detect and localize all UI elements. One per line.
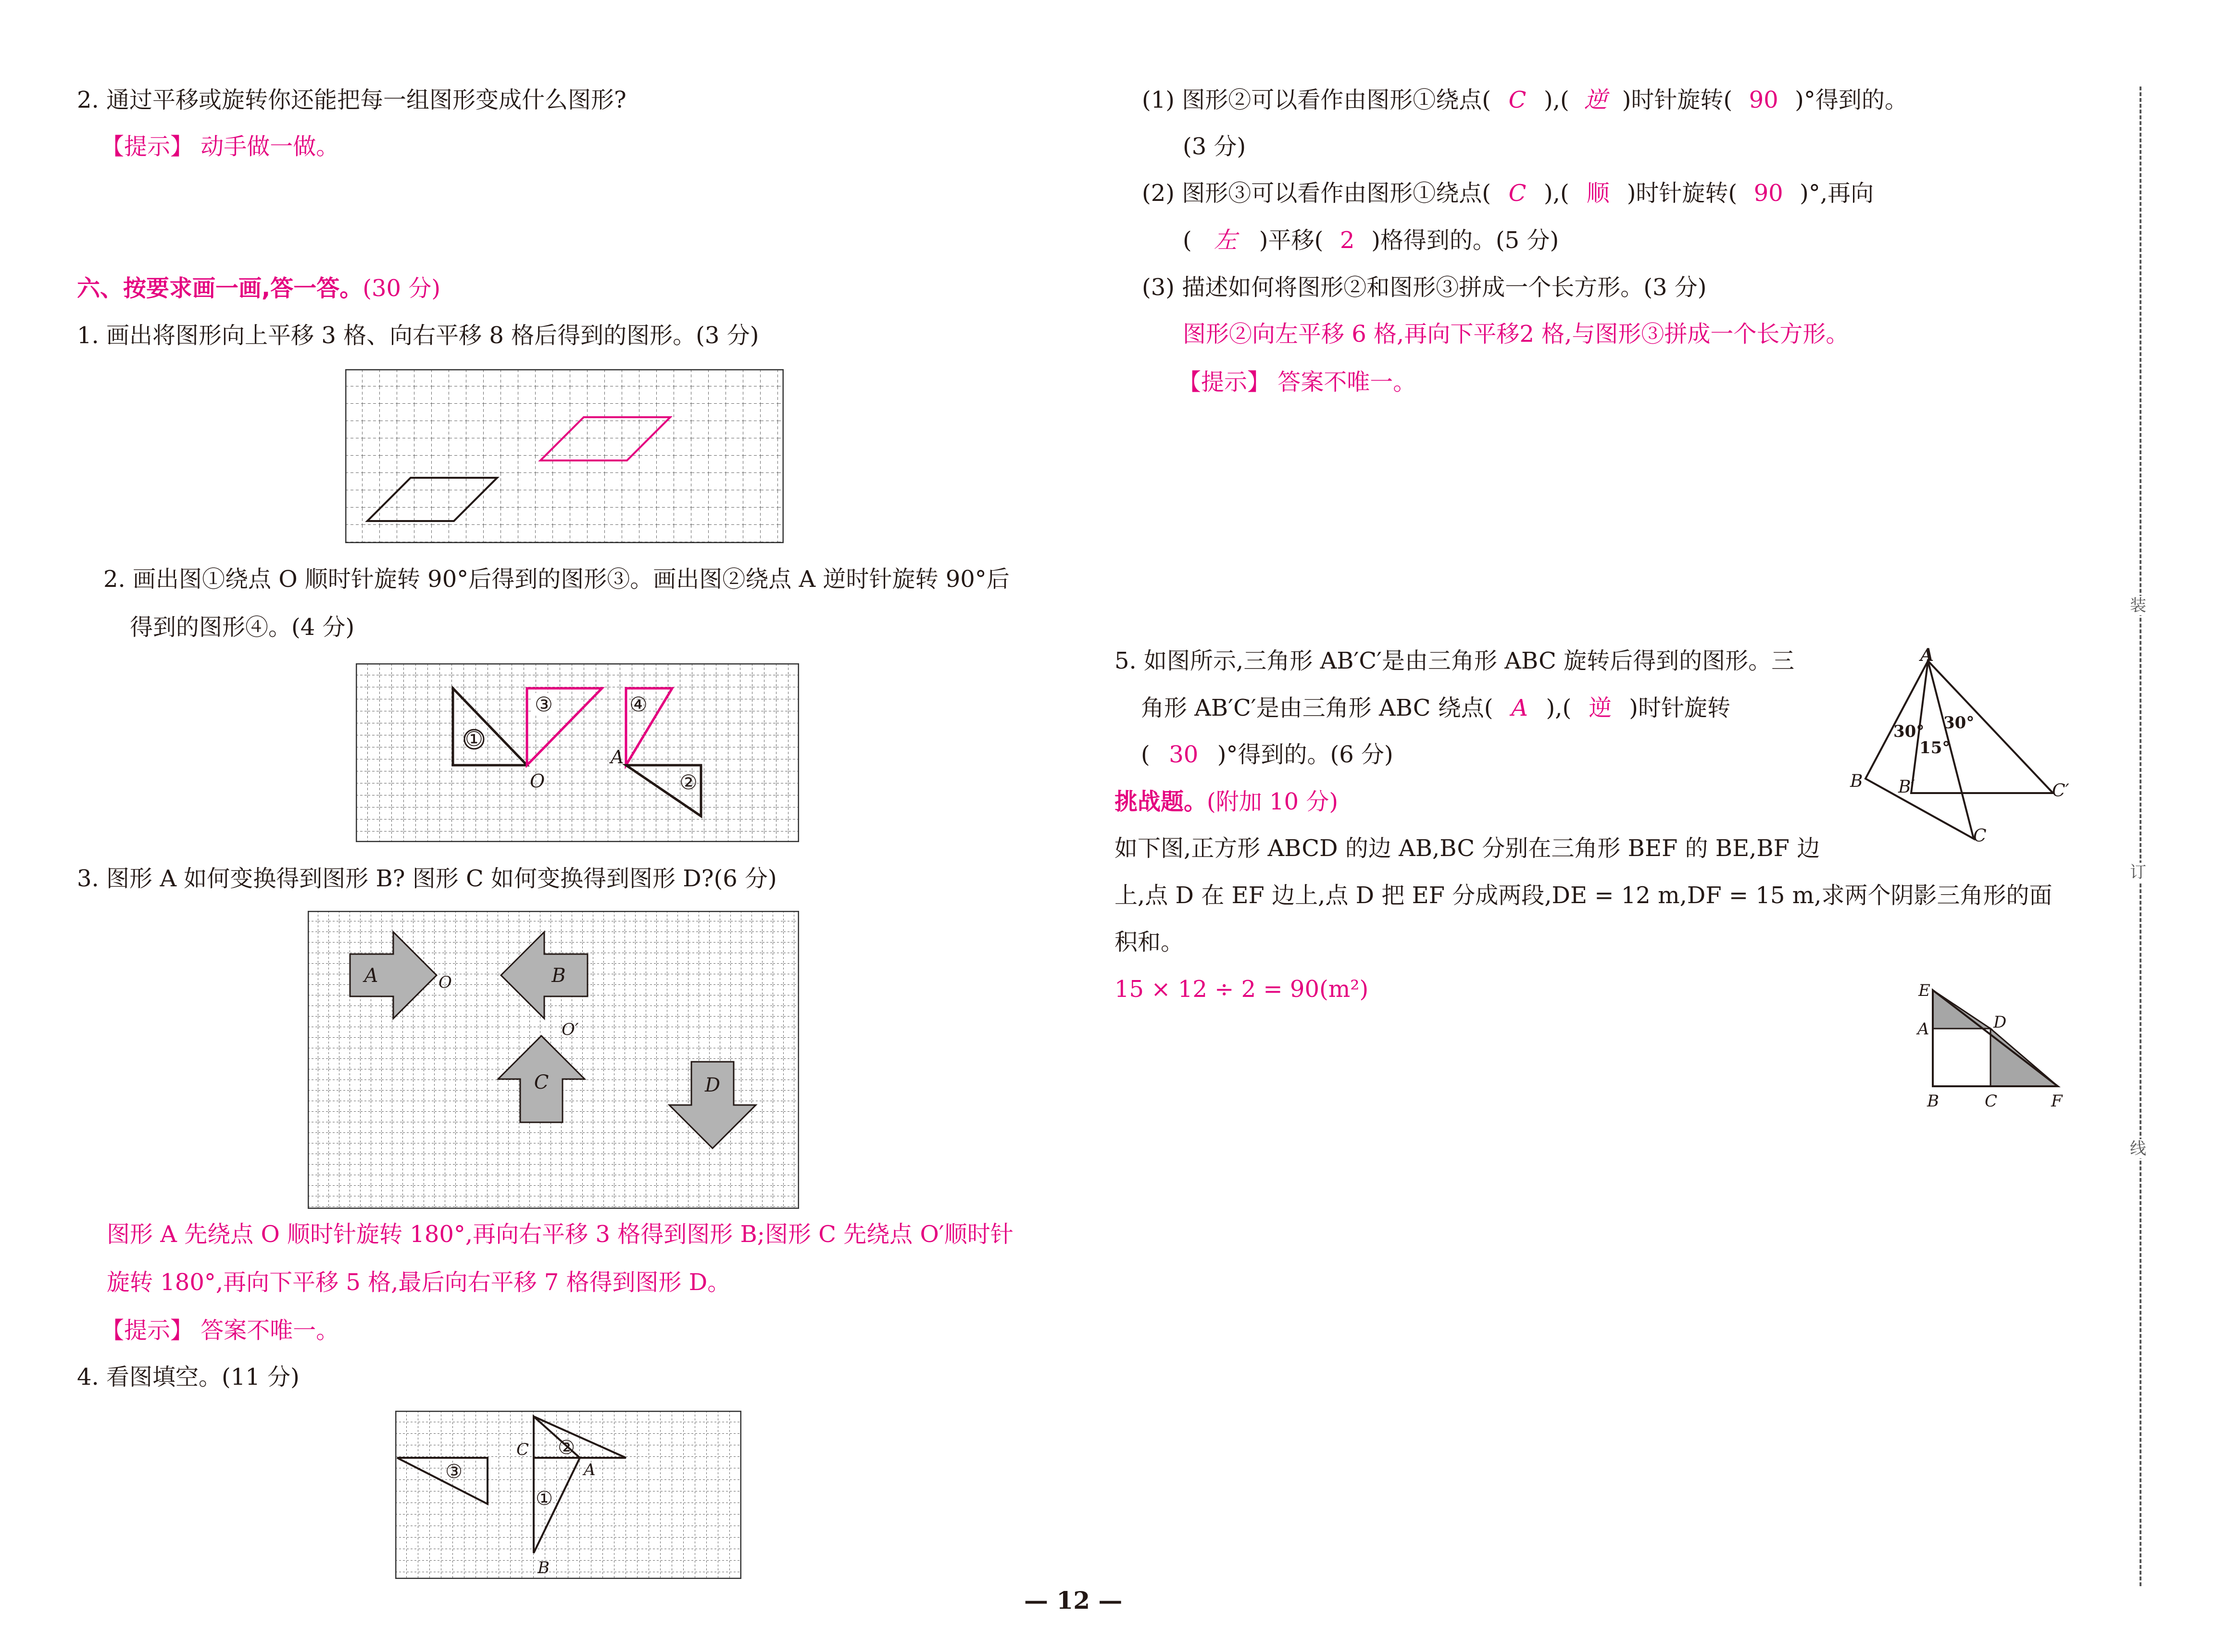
figure-square-in-triangle bbox=[1904, 971, 2077, 1115]
q4-part2-blank-point: C bbox=[1508, 180, 1527, 207]
label-3: ③ bbox=[535, 693, 553, 716]
q4-part1-blank-angle: 90 bbox=[1749, 87, 1778, 113]
label-1: ① bbox=[465, 727, 483, 751]
challenge-title-text: 挑战题。 bbox=[1114, 788, 1207, 815]
q4-part2-seg6: )平移( bbox=[1259, 227, 1324, 254]
q6-2-text-line1: 2. 画出图①绕点 O 顺时针旋转 90°后得到的图形③。画出图②绕点 A 逆时针旋转 90°后 bbox=[103, 566, 1010, 593]
q5-blank-point: A bbox=[1511, 695, 1528, 721]
q4-part1-seg1: (1) 图形②可以看作由图形①绕点( bbox=[1142, 87, 1491, 113]
q6-1-text: 1. 画出将图形向上平移 3 格、向右平移 8 格后得到的图形。(3 分) bbox=[77, 322, 759, 349]
figure-arrows-grid bbox=[308, 911, 799, 1209]
binding-char-1: 装 bbox=[2130, 596, 2146, 615]
point-c-label: C bbox=[1985, 1092, 1998, 1111]
figure-triangles-grid bbox=[395, 1411, 741, 1579]
q5-seg2: ),( bbox=[1546, 695, 1572, 721]
point-a-label: A bbox=[1920, 646, 1934, 665]
section-6-title bbox=[77, 274, 440, 303]
q4-part2-seg1: (2) 图形③可以看作由图形①绕点( bbox=[1142, 180, 1491, 207]
q4-part3-answer: 图形②向左平移 6 格,再向下平移2 格,与图形③拼成一个长方形。 bbox=[1183, 321, 1849, 348]
figure-rotation-grid bbox=[356, 663, 799, 842]
binding-dashed-line bbox=[2140, 87, 2141, 1586]
binding-char-2: 订 bbox=[2130, 863, 2146, 882]
q4-part1-score: (3 分) bbox=[1183, 133, 1246, 160]
q4-part1-seg3: )时针旋转( bbox=[1622, 87, 1733, 113]
point-b-label: B bbox=[1927, 1092, 1939, 1111]
binding-char-3: 线 bbox=[2130, 1139, 2146, 1158]
label-2: ② bbox=[679, 770, 698, 794]
q2-title: 2. 通过平移或旋转你还能把每一组图形变成什么图形? bbox=[77, 87, 626, 113]
point-b-label: B bbox=[538, 1558, 550, 1577]
point-o-label: O bbox=[530, 770, 545, 792]
square-abcd bbox=[1933, 1029, 1990, 1086]
label-3: ③ bbox=[445, 1461, 463, 1483]
point-c-label: C bbox=[1973, 826, 1987, 846]
angle-label-right: 30° bbox=[1943, 713, 1975, 733]
q4-part2-blank-direction: 顺 bbox=[1586, 180, 1610, 207]
q5-line2 bbox=[1141, 694, 1730, 722]
q4-part3-text: (3) 描述如何将图形②和图形③拼成一个长方形。(3 分) bbox=[1142, 274, 1707, 301]
q6-3-text: 3. 图形 A 如何变换得到图形 B? 图形 C 如何变换得到图形 D?(6 分) bbox=[77, 865, 777, 892]
q5-seg5: )°得到的。(6 分) bbox=[1217, 741, 1393, 768]
angle-label-middle: 15° bbox=[1919, 738, 1951, 758]
label-b: B bbox=[551, 965, 566, 987]
label-2: ② bbox=[558, 1437, 575, 1459]
label-c: C bbox=[534, 1071, 549, 1093]
challenge-score: (附加 10 分) bbox=[1207, 788, 1339, 815]
q4-part2-seg2: ),( bbox=[1543, 180, 1569, 207]
challenge-text-line3: 积和。 bbox=[1114, 929, 1184, 956]
q6-4-text: 4. 看图填空。(11 分) bbox=[77, 1364, 300, 1391]
q2-hint: 【提示】 动手做一做。 bbox=[101, 133, 339, 160]
point-b-prime-label: B′ bbox=[1898, 777, 1915, 797]
q4-part1-line1 bbox=[1142, 86, 1908, 114]
point-o-label: O bbox=[438, 973, 452, 992]
label-d: D bbox=[704, 1074, 721, 1096]
q6-3-answer-line1: 图形 A 先绕点 O 顺时针旋转 180°,再向右平移 3 格得到图形 B;图形 C 先绕点 O′顺时针 bbox=[107, 1221, 1014, 1248]
point-c-prime-label: C′ bbox=[2052, 781, 2069, 801]
point-a-label: A bbox=[1917, 1019, 1929, 1039]
point-a-label: A bbox=[611, 746, 624, 768]
q4-part1-seg4: )°得到的。 bbox=[1795, 87, 1908, 113]
q6-3-hint: 【提示】 答案不唯一。 bbox=[101, 1317, 339, 1344]
angle-label-left: 30° bbox=[1893, 722, 1925, 741]
q4-part2-seg3: )时针旋转( bbox=[1627, 180, 1738, 207]
challenge-answer: 15 × 12 ÷ 2 = 90(m²) bbox=[1114, 976, 1369, 1003]
q4-part1-seg2: ),( bbox=[1543, 87, 1569, 113]
q4-part2-line2 bbox=[1183, 226, 1559, 255]
q5-blank-angle: 30 bbox=[1169, 741, 1199, 768]
q5-seg4: ( bbox=[1141, 741, 1150, 768]
q5-seg3: )时针旋转 bbox=[1629, 695, 1730, 721]
section-6-score: (30 分) bbox=[363, 275, 441, 302]
q5-line1: 5. 如图所示,三角形 AB′C′是由三角形 ABC 旋转后得到的图形。三 bbox=[1114, 647, 1795, 674]
label-4: ④ bbox=[629, 693, 648, 716]
page-number: — 12 — bbox=[1024, 1586, 1123, 1615]
point-d-label: D bbox=[1993, 1013, 2007, 1032]
q4-part2-blank-move-direction: 左 bbox=[1214, 227, 1237, 254]
challenge-text-line1: 如下图,正方形 ABCD 的边 AB,BC 分别在三角形 BEF 的 BE,BF 边 bbox=[1114, 835, 1820, 862]
q4-part2-blank-angle: 90 bbox=[1753, 180, 1783, 207]
q6-3-answer-line2: 旋转 180°,再向下平移 5 格,最后向右平移 7 格得到图形 D。 bbox=[107, 1269, 731, 1296]
figure-translation-grid bbox=[345, 369, 784, 543]
label-a: A bbox=[364, 965, 378, 987]
point-e-label: E bbox=[1918, 981, 1930, 1000]
q4-part2-blank-steps: 2 bbox=[1339, 227, 1355, 254]
q4-part2-seg7: )格得到的。(5 分) bbox=[1371, 227, 1559, 254]
point-b-label: B bbox=[1850, 771, 1863, 791]
q5-seg1: 角形 AB′C′是由三角形 ABC 绕点( bbox=[1141, 695, 1493, 721]
q4-part2-seg5: ( bbox=[1183, 227, 1192, 254]
section-6-title-text: 六、按要求画一画,答一答。 bbox=[77, 275, 363, 302]
label-1: ① bbox=[536, 1488, 553, 1510]
q4-part2-seg4: )°,再向 bbox=[1800, 180, 1874, 207]
q6-2-text-line2: 得到的图形④。(4 分) bbox=[130, 614, 355, 641]
point-c-label: C bbox=[516, 1440, 529, 1459]
challenge-title bbox=[1114, 787, 1338, 816]
point-a-label: A bbox=[584, 1460, 596, 1479]
q5-line3 bbox=[1141, 740, 1393, 769]
q4-part3-hint: 【提示】 答案不唯一。 bbox=[1178, 369, 1416, 396]
point-o-prime-label: O′ bbox=[562, 1020, 579, 1039]
q5-blank-direction: 逆 bbox=[1589, 695, 1612, 721]
q4-part1-blank-point: C bbox=[1508, 87, 1527, 113]
point-f-label: F bbox=[2051, 1092, 2063, 1111]
q4-part2-line1 bbox=[1142, 179, 1874, 208]
q4-part1-blank-direction: 逆 bbox=[1584, 87, 1607, 113]
figure-rotated-triangles bbox=[1837, 646, 2077, 848]
challenge-text-line2: 上,点 D 在 EF 边上,点 D 把 EF 分成两段,DE = 12 m,DF = 15 m,求两个阴影三角形的面 bbox=[1114, 882, 2053, 909]
